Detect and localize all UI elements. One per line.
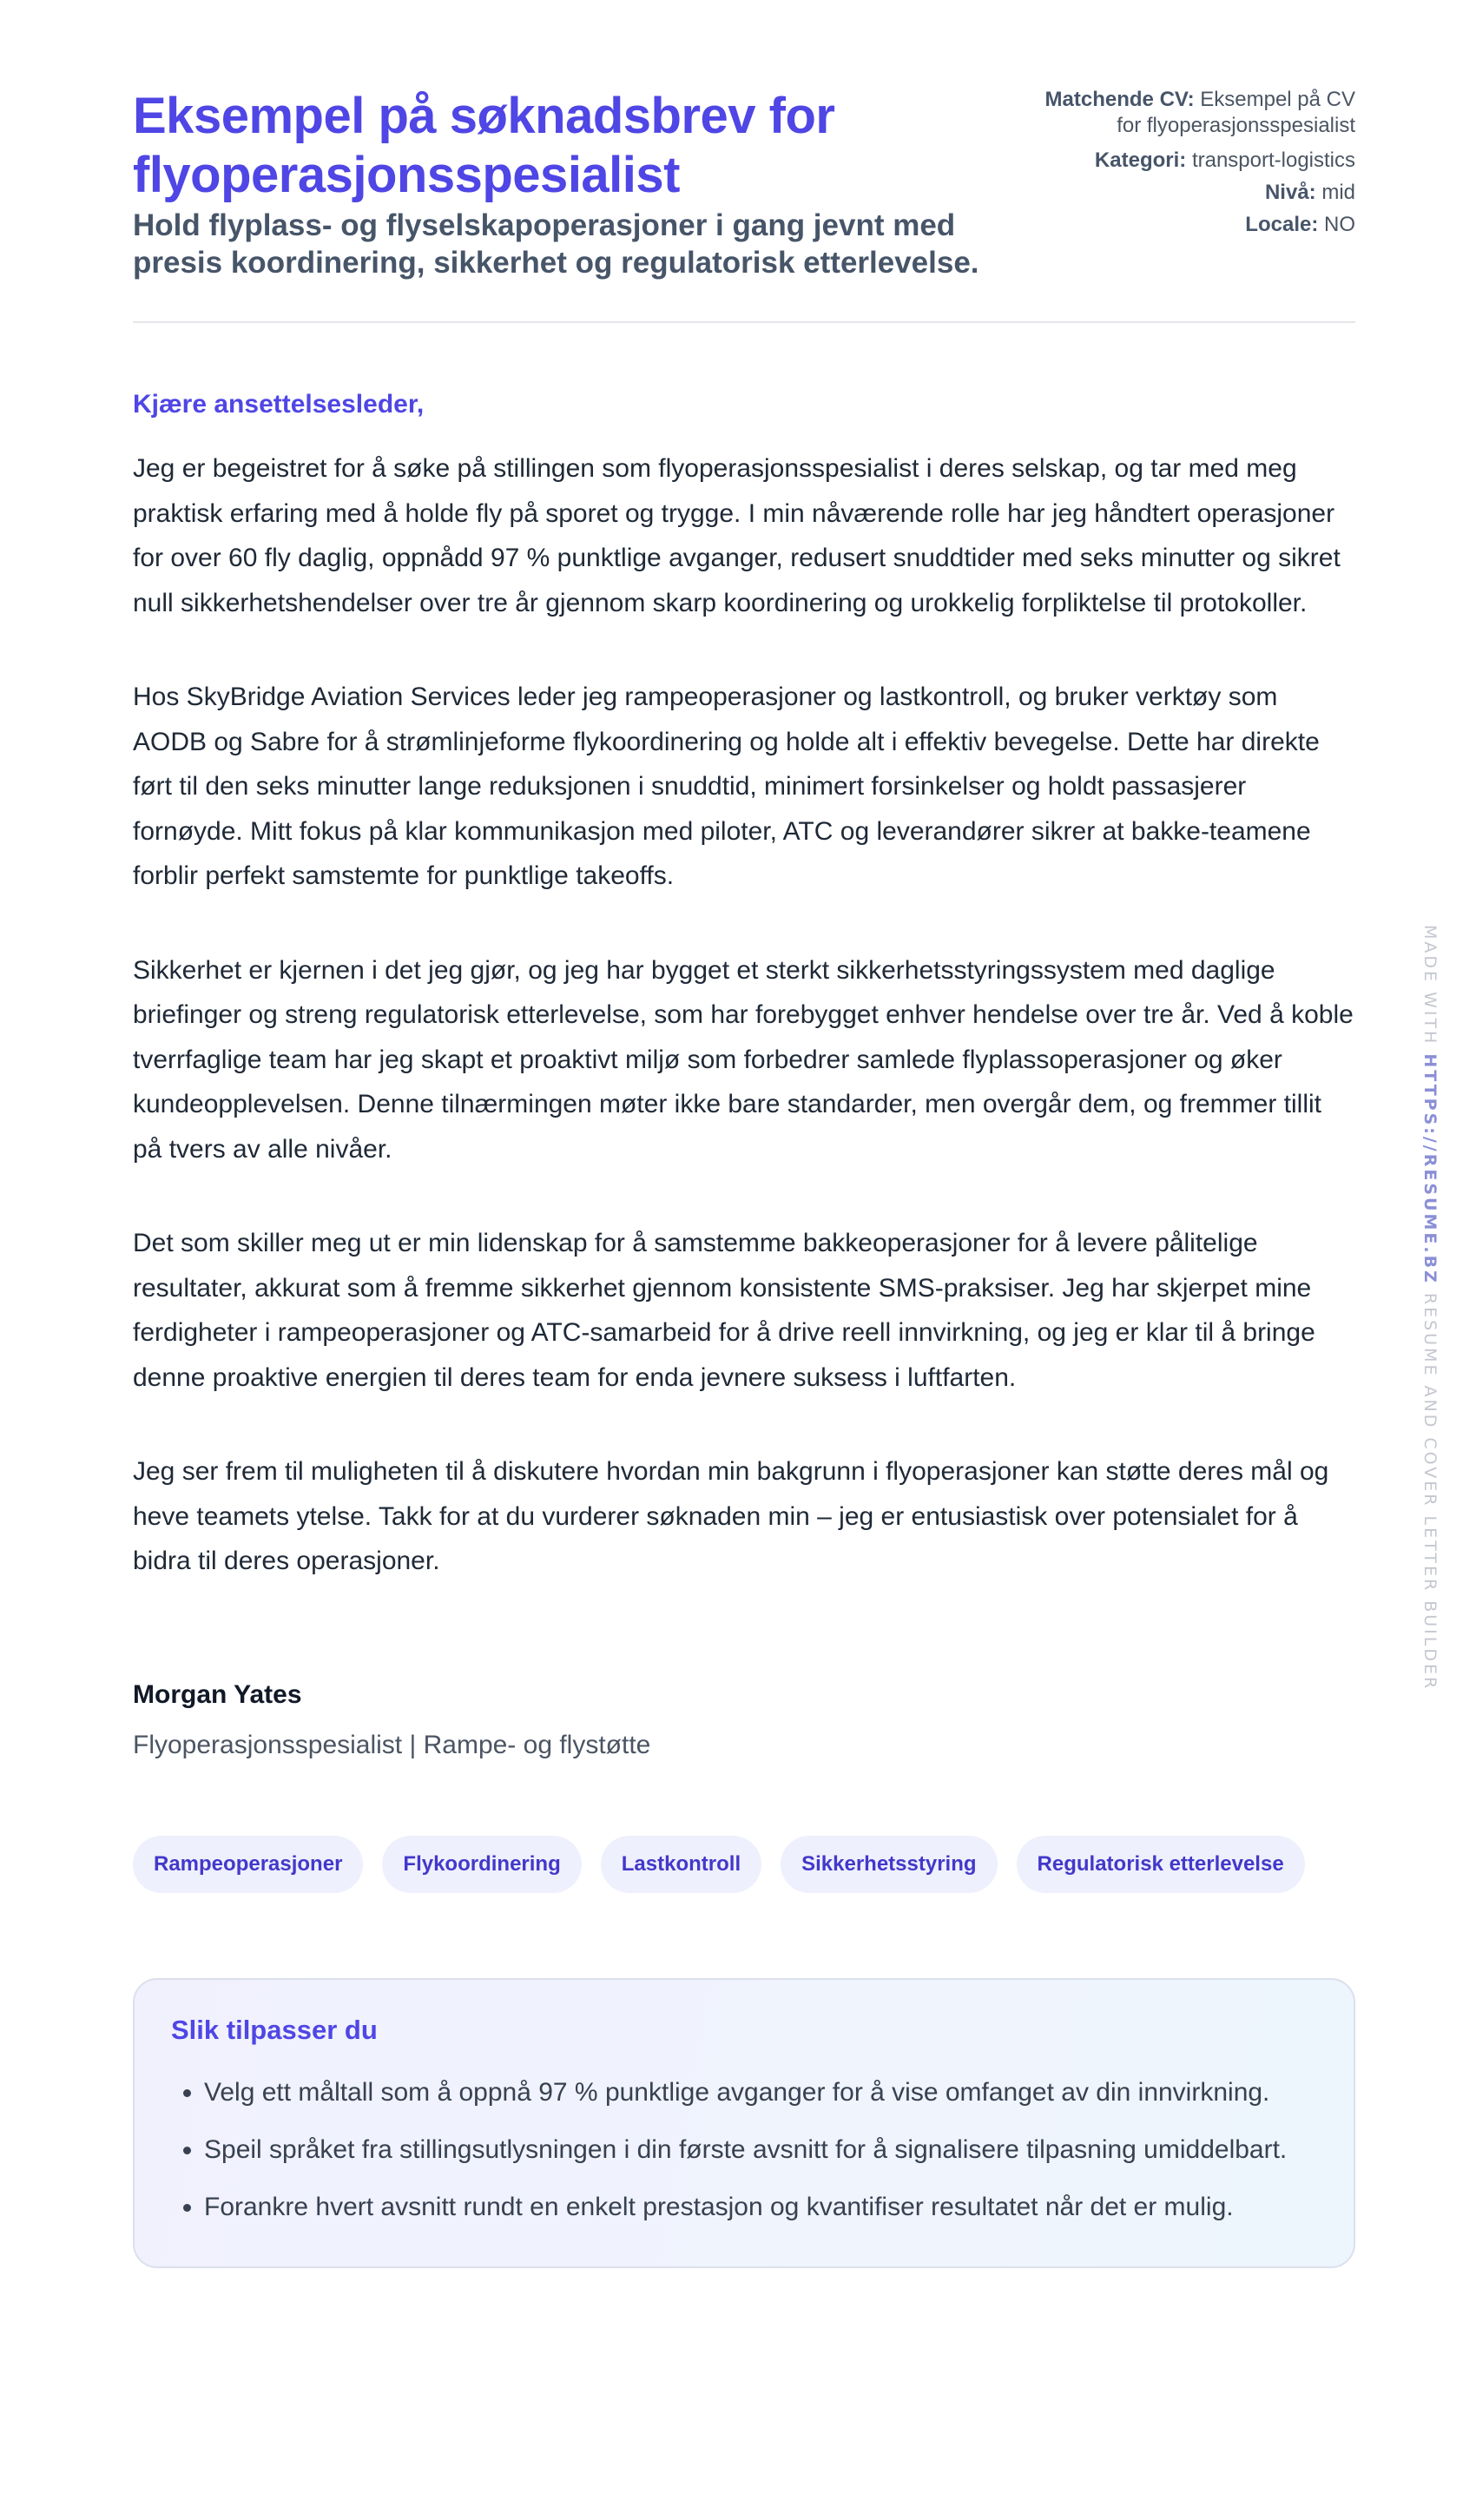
skill-tag: Rampeoperasjoner: [133, 1836, 363, 1893]
side-credit-text: [1419, 925, 1441, 1691]
letter-greeting: Kjære ansettelsesleder,: [133, 390, 425, 419]
document-header: [133, 87, 1355, 323]
meta-cv-value: Eksempel på CV for flyoperasjonsspesialist: [1117, 88, 1355, 137]
meta-matching-cv: [1043, 87, 1355, 139]
tips-item: • Forankre hvert avsnitt rundt en enkelt prestasjon og kvantifiser resultatet når det er mulig.: [204, 2185, 1319, 2230]
letter-paragraph: Sikkerhet er kjernen i det jeg gjør, og jeg har bygget et sterkt sikkerhetsstyringssystem med daglige briefinger og streng regulatorisk etterlevelse, som har forebygget enhver hendelse over tre år. Ved å koble tverrfaglige team har jeg skapt et proaktivt miljø som forbedrer samlede flyplassoperasjoner og øker kundeopplevelsen. Denne tilnærmingen møter ikke bare standarder, men overgår dem, og fremmer tillit på tvers av alle nivåer.: [133, 955, 1354, 1164]
meta-level: [1043, 176, 1355, 208]
side-credit: [1417, 925, 1452, 1692]
meta-locale-label: Locale:: [1245, 213, 1319, 236]
skill-tag: Lastkontroll: [601, 1836, 761, 1893]
meta-category-value: transport-logistics: [1191, 148, 1355, 172]
signature-name: Morgan Yates: [133, 1679, 302, 1709]
meta-level-label: Nivå:: [1264, 181, 1316, 204]
page-subtitle: Hold flyplass- og flyselskapoperasjoner i gang jevnt med presis koordinering, sikkerhet og regulatorisk etterlevelse.: [133, 208, 979, 280]
letter-paragraph: Jeg er begeistret for å søke på stillingen som flyoperasjonsspesialist i deres selskap, og tar med meg praktisk erfaring med å holde fly på sporet og trygge. I min nåværende rolle har jeg håndtert operasjoner for over 60 fly daglig, oppnådd 97 % punktlige avganger, redusert snuddtider med seks minutter og sikret null sikkerhetshendelser over tre år gjennom skarp koordinering og urokkelig forpliktelse til protokoller.: [133, 454, 1341, 617]
skill-tag: Regulatorisk etterlevelse: [1017, 1836, 1305, 1893]
meta-locale-value: NO: [1324, 213, 1355, 236]
credit-link[interactable]: HTTPS://RESUME.BZ: [1420, 1053, 1440, 1285]
skill-tag: Sikkerhetsstyring: [781, 1836, 997, 1893]
header-title-block: [133, 87, 1027, 281]
tips-box: [133, 1978, 1355, 2268]
credit-prefix: MADE WITH: [1420, 925, 1440, 1046]
credit-suffix: RESUME AND COVER LETTER BUILDER: [1420, 1292, 1440, 1692]
letter-body: [133, 446, 1355, 1584]
skill-tags: [133, 1836, 1355, 1893]
meta-level-value: mid: [1321, 181, 1355, 204]
signature-role: Flyoperasjonsspesialist | Rampe- og flystøtte: [133, 1730, 651, 1759]
tips-item: • Speil språket fra stillingsutlysningen i din første avsnitt for å signalisere tilpasning umiddelbart.: [204, 2127, 1319, 2173]
meta-block: [1043, 87, 1355, 241]
meta-category: [1043, 144, 1355, 176]
meta-cv-label: Matchende CV:: [1044, 88, 1195, 111]
letter-paragraph: Det som skiller meg ut er min lidenskap for å samstemme bakkeoperasjoner for å levere pålitelige resultater, akkurat som å fremme sikkerhet gjennom konsistente SMS-praksiser. Jeg har skjerpet mine ferdigheter i rampeoperasjoner og ATC-samarbeid for å drive reell innvirkning, og jeg er klar til å bringe denne proaktive energien til deres team for enda jevnere suksess i luftfarten.: [133, 1229, 1315, 1392]
cover-letter-page: [133, 87, 1355, 2268]
tips-title: Slik tilpasser du: [171, 2014, 378, 2045]
skill-tag: Flykoordinering: [382, 1836, 581, 1893]
letter-paragraph: Hos SkyBridge Aviation Services leder jeg rampeoperasjoner og lastkontroll, og bruker verktøy som AODB og Sabre for å strømlinjeforme flykoordinering og holde alt i effektiv bevegelse. Dette har direkte ført til den seks minutter lange reduksjonen i snuddtid, minimert forsinkelser og holdt passasjerer fornøyde. Mitt fokus på klar kommunikasjon med piloter, ATC og leverandører sikrer at bakke-teamene forblir perfekt samstemte for punktlige takeoffs.: [133, 683, 1320, 890]
tips-item: • Velg ett måltall som å oppnå 97 % punktlige avganger for å vise omfanget av din innvirkning.: [204, 2070, 1319, 2115]
meta-locale: [1043, 208, 1355, 241]
page-title: Eksempel på søknadsbrev for flyoperasjonsspesialist: [133, 88, 835, 203]
tips-list: [171, 2070, 1319, 2230]
meta-category-label: Kategori:: [1094, 148, 1187, 172]
letter-paragraph: Jeg ser frem til muligheten til å diskutere hvordan min bakgrunn i flyoperasjoner kan støtte deres mål og heve teamets ytelse. Takk for at du vurderer søknaden min – jeg er entusiastisk over potensialet for å bidra til deres operasjoner.: [133, 1457, 1329, 1575]
